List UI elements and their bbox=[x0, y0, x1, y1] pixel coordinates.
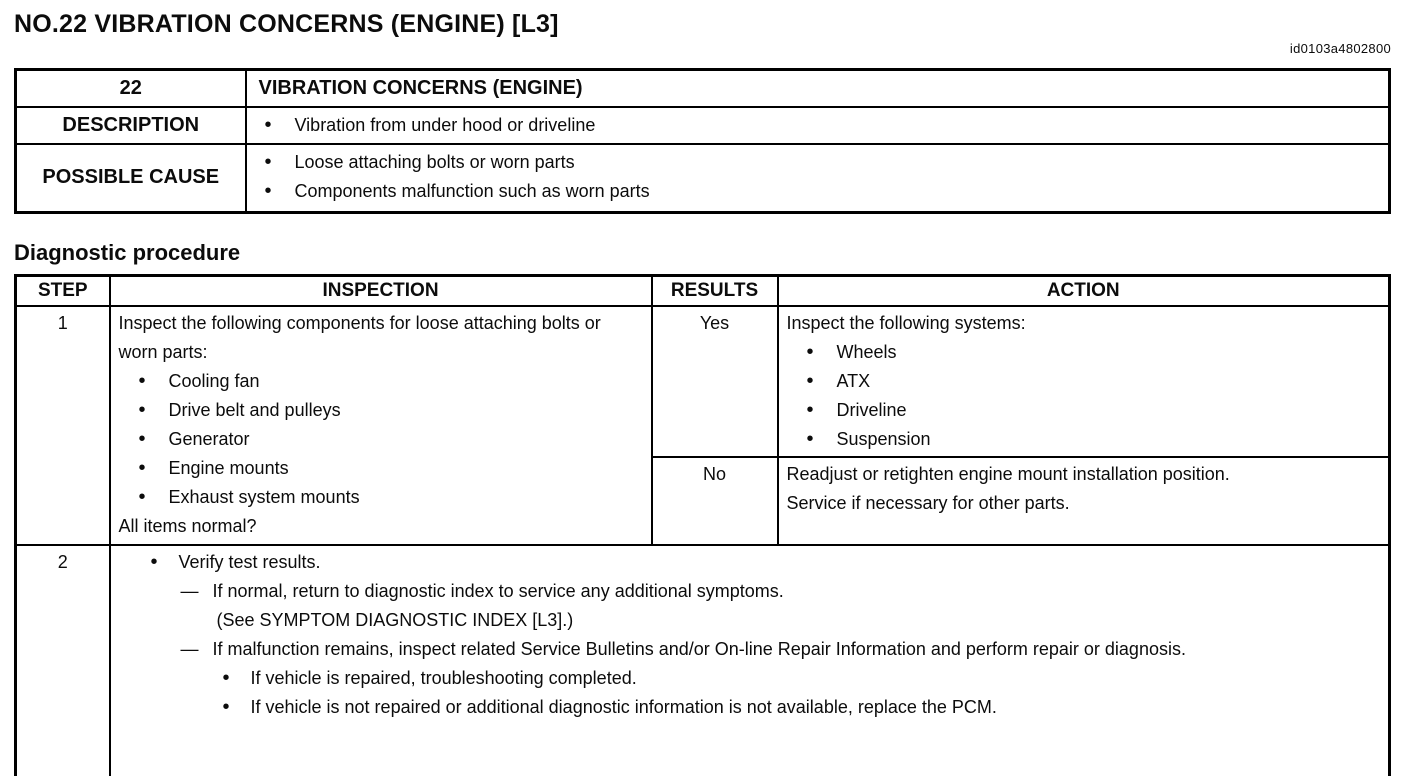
possible-cause-value-cell bbox=[246, 144, 1390, 212]
inspection-question: All items normal? bbox=[118, 515, 257, 536]
table-row bbox=[16, 70, 1390, 108]
inspection-item: • Cooling fan bbox=[137, 367, 643, 396]
symptom-name-cell: VIBRATION CONCERNS (ENGINE) bbox=[246, 70, 1390, 108]
description-value-cell bbox=[246, 107, 1390, 144]
step2-content-cell bbox=[110, 545, 1390, 776]
step2-outline bbox=[119, 548, 1381, 722]
description-item: • Vibration from under hood or driveline bbox=[263, 111, 1377, 140]
symptom-number-cell: 22 bbox=[16, 70, 246, 108]
inspection-item: • Generator bbox=[137, 425, 643, 454]
symptom-summary-table bbox=[14, 68, 1391, 214]
step2-outline-line: • Verify test results. bbox=[147, 548, 1381, 577]
step2-outline-line: — If normal, return to diagnostic index to service any additional symptoms. bbox=[181, 577, 1381, 606]
table-row bbox=[16, 306, 1390, 457]
table-row bbox=[16, 144, 1390, 212]
result-no-cell: No bbox=[652, 457, 778, 545]
inspection-intro: Inspect the following components for loose attaching bolts or worn parts: bbox=[118, 312, 601, 362]
step2-outline-line: • If vehicle is repaired, troubleshooting completed. bbox=[219, 664, 1381, 693]
table-header-row bbox=[16, 275, 1390, 306]
possible-cause-item: • Components malfunction such as worn parts bbox=[263, 177, 1377, 206]
document-id: id0103a4802800 bbox=[1289, 41, 1391, 56]
yes-action-item: • Driveline bbox=[805, 396, 1381, 425]
no-action-line: Readjust or retighten engine mount installation position. bbox=[786, 463, 1230, 484]
results-column-header: RESULTS bbox=[652, 275, 778, 306]
step2-number-cell: 2 bbox=[16, 545, 110, 776]
result-yes-cell: Yes bbox=[652, 306, 778, 457]
no-action-line: Service if necessary for other parts. bbox=[786, 492, 1070, 513]
step2-outline-line: — If malfunction remains, inspect related Service Bulletins and/or On-line Repair Information and perform repair or diagnosis. bbox=[181, 635, 1381, 664]
step1-number-cell: 1 bbox=[16, 306, 110, 545]
table-row bbox=[16, 545, 1390, 776]
action-yes-cell bbox=[778, 306, 1390, 457]
page-title: NO.22 VIBRATION CONCERNS (ENGINE) [L3] bbox=[14, 10, 559, 38]
inspection-item: • Drive belt and pulleys bbox=[137, 396, 643, 425]
inspection-item: • Exhaust system mounts bbox=[137, 483, 643, 512]
step1-inspection-cell bbox=[110, 306, 652, 545]
action-no-cell bbox=[778, 457, 1390, 545]
yes-action-list bbox=[787, 338, 1381, 454]
step2-outline-line: • If vehicle is not repaired or additional diagnostic information is not available, replace the PCM. bbox=[219, 693, 1381, 722]
possible-cause-list bbox=[259, 148, 1377, 206]
step-column-header: STEP bbox=[16, 275, 110, 306]
yes-action-item: • ATX bbox=[805, 367, 1381, 396]
table-row bbox=[16, 107, 1390, 144]
yes-action-item: • Wheels bbox=[805, 338, 1381, 367]
yes-action-intro: Inspect the following systems: bbox=[786, 312, 1026, 333]
description-list bbox=[259, 111, 1377, 140]
action-column-header: ACTION bbox=[778, 275, 1390, 306]
possible-cause-label-cell: POSSIBLE CAUSE bbox=[16, 144, 246, 212]
diagnostic-procedure-table bbox=[14, 274, 1391, 776]
yes-action-item: • Suspension bbox=[805, 425, 1381, 454]
inspection-item: • Engine mounts bbox=[137, 454, 643, 483]
step2-outline-line: (See SYMPTOM DIAGNOSTIC INDEX [L3].) bbox=[216, 609, 574, 630]
possible-cause-item: • Loose attaching bolts or worn parts bbox=[263, 148, 1377, 177]
inspection-list bbox=[119, 367, 643, 512]
diagnostic-procedure-heading: Diagnostic procedure bbox=[14, 239, 241, 265]
inspection-column-header: INSPECTION bbox=[110, 275, 652, 306]
description-label-cell: DESCRIPTION bbox=[16, 107, 246, 144]
